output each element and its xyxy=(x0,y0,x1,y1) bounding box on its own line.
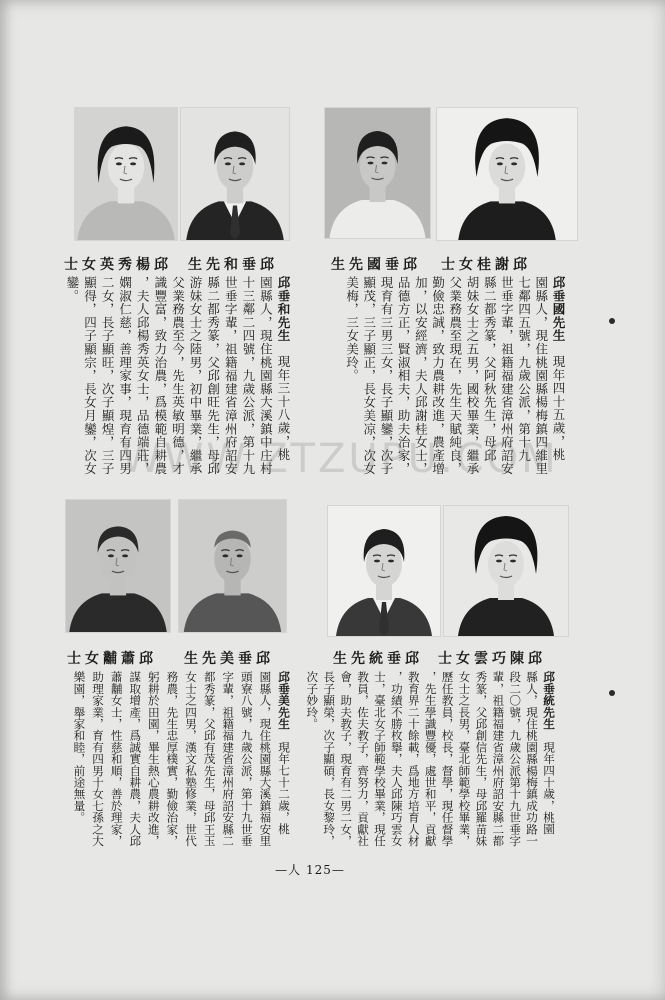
text-column: 蕭黼女士，性慈和順，善於理家， xyxy=(109,671,124,847)
text-column: 加，以安經濟，夫人邱謝桂女士， xyxy=(413,276,429,476)
text-column: 頭寮八號，九歲公派，第十九世垂 xyxy=(239,671,254,847)
binding-hole xyxy=(609,318,615,324)
text-column xyxy=(274,276,292,481)
text-column: 躬耕於田園，畢生熱心農耕改進， xyxy=(146,671,161,847)
text-column: 縣二都秀篆，父邱創旺先生，母邱 xyxy=(205,276,221,476)
text-column: 輩，祖籍福建省漳州府詔安縣二都 xyxy=(491,671,506,847)
portrait-caption: 邱蕭黼女士 xyxy=(67,651,157,667)
text-column: 都秀篆，父邱有茂先生，母邱王玉 xyxy=(202,671,217,847)
text-column: ，夫人邱楊秀英女士，品德端莊， xyxy=(135,276,151,476)
text-column: 父業務農至現在，先生天賦純良， xyxy=(447,276,463,476)
text-column: 顯茂，三子顯正，長女美凉，次女 xyxy=(361,276,377,476)
portrait-photo xyxy=(75,108,177,240)
text-column xyxy=(274,671,293,853)
portrait-caption: 邱陳巧雲女士 xyxy=(438,651,546,667)
portrait-image xyxy=(75,108,177,240)
text-column: 鑾。 xyxy=(64,276,80,303)
portrait-photo xyxy=(325,108,430,238)
portrait-caption: 邱垂國先生 xyxy=(331,257,421,273)
portrait-photo xyxy=(66,500,170,632)
text-column: 樂園，舉家和睦，前途無量。 xyxy=(72,671,87,824)
text-column: 字輩，祖籍福建省漳州府詔安縣二 xyxy=(221,671,236,847)
text-column: 七鄰四五號，九歲公派，第十九 xyxy=(516,276,532,463)
watermark: WWW.ZTZUPU.COM xyxy=(121,436,559,482)
biography-block xyxy=(69,671,293,853)
text-column: ，先生學識豐優，處世和平，貢獻 xyxy=(423,671,438,847)
text-column: 歷任教員，校長，督學，現任督學 xyxy=(440,671,455,847)
text-column: 游妹女士之陸男，初中畢業，繼承 xyxy=(188,276,204,476)
text-column: 次子妙玲。 xyxy=(305,671,320,730)
text-column: 園縣人，現住桃園縣大溪鎮中庄村 xyxy=(258,276,274,476)
portrait-image xyxy=(328,506,440,636)
portrait-caption: 邱謝桂女士 xyxy=(441,257,531,273)
text-column xyxy=(540,671,557,853)
portrait-caption: 邱垂統先生 xyxy=(333,651,423,667)
portrait-photo xyxy=(181,108,289,240)
text-line: 現年四十歲，桃園 xyxy=(542,741,556,835)
portrait-photo xyxy=(328,506,440,636)
portrait-caption: 邱垂和先生 xyxy=(188,257,278,273)
text-line: 現年四十五歲，桃 xyxy=(551,355,566,462)
binding-hole xyxy=(609,690,615,696)
biography-block xyxy=(343,276,567,481)
text-column: 縣二都秀篆，父阿秋先生，母邱 xyxy=(482,276,498,463)
person-name: 邱垂國先生 xyxy=(551,276,566,343)
portrait-image xyxy=(444,506,568,636)
text-column: 胡妹女士之五男，國校畢業，繼承 xyxy=(464,276,480,476)
portrait-image xyxy=(66,500,170,632)
text-column: 園縣人，現住桃園縣楊梅鎮四維里 xyxy=(533,276,549,476)
text-column: 世垂字輩，祖籍福建省漳州府詔安 xyxy=(223,276,239,476)
portrait-caption: 邱垂美先生 xyxy=(184,651,274,667)
text-line: 現年七十二歲，桃 xyxy=(277,741,291,835)
text-column: 長子顯榮，次子顯碩，長女黎玲， xyxy=(322,671,337,847)
text-column: 嫻淑仁慈，善理家事，現育有四男 xyxy=(117,276,133,476)
text-column: 品德方正，賢淑相夫，助夫治家， xyxy=(396,276,412,476)
text-column: 十三鄰二四號，九歲公派，第十九 xyxy=(240,276,256,476)
text-column: 縣人，現住桃園縣楊梅鎮成功路一 xyxy=(525,671,540,847)
text-column: 世垂字輩，祖籍福建省漳州府詔安 xyxy=(499,276,515,476)
portrait-photo xyxy=(179,500,286,632)
portrait-image xyxy=(181,108,289,240)
text-column: 教育界二十餘載，爲地方培育人材 xyxy=(406,671,421,847)
text-column: 務農，先生忠厚樸實，勤儉治家， xyxy=(165,671,180,847)
text-column: 現育有三男三女，長子顯鑾，次子 xyxy=(378,276,394,476)
portrait-image xyxy=(325,108,430,238)
text-column: 女士之長男，臺北師範學校畢業， xyxy=(457,671,472,847)
text-column: 二女，長子顯旺，次子顯煌，三子 xyxy=(100,276,116,476)
text-column: 謀取增產，爲誠實自耕農，夫人邱 xyxy=(128,671,143,847)
text-column: 教員，佐夫教子，齊努力，貢獻社 xyxy=(356,671,371,847)
text-column: 女士之四男，漢文私塾修業，世代 xyxy=(184,671,199,847)
text-column: 美梅，三女美玲。 xyxy=(344,276,360,383)
person-name: 邱垂和先生 xyxy=(276,276,291,343)
page-number: —人 125— xyxy=(275,863,345,877)
text-column: 勤儉忠誠，致力農耕改進，農產增 xyxy=(430,276,446,476)
text-column: 段二〇號，九歲公派第十九世垂字 xyxy=(508,671,523,847)
text-column: 助理家業，育有四男十女七孫之大 xyxy=(91,671,106,847)
portrait-image xyxy=(179,500,286,632)
text-column: 父業務農至今，先生英敏明德，才 xyxy=(170,276,186,476)
text-column: 識豐富，致力治農，爲模範自耕農 xyxy=(152,276,168,476)
text-column: 園縣人，現住桃園縣大溪鎮福安里 xyxy=(258,671,273,847)
text-column: 士，臺北女子師範學校畢業，現任 xyxy=(372,671,387,847)
portrait-photo xyxy=(444,506,568,636)
portrait-image xyxy=(437,108,577,240)
person-name: 邱垂美先生 xyxy=(277,671,291,730)
text-line: 現年三十八歲，桃 xyxy=(276,355,291,462)
text-column: 秀篆，父邱創信先生，母邱羅苗妹 xyxy=(474,671,489,847)
biography-block xyxy=(63,276,292,481)
text-column: 顯得，四子顯宗，長女月鑾，次女 xyxy=(82,276,98,476)
portrait-photo xyxy=(437,108,577,240)
portrait-caption: 邱楊秀英女士 xyxy=(64,257,172,273)
text-column: 會，助夫教子，現育有二男二女， xyxy=(339,671,354,847)
person-name: 邱垂統先生 xyxy=(542,671,556,730)
biography-block xyxy=(303,671,557,853)
text-column xyxy=(550,276,567,481)
text-column: ，功績不勝枚擧，夫人邱陳巧雲女 xyxy=(389,671,404,847)
